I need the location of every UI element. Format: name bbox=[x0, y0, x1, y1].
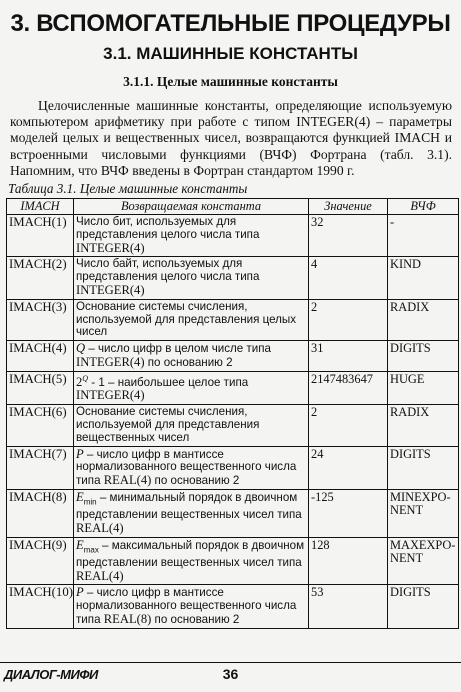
cell-value: 2 bbox=[309, 299, 388, 340]
cell-value: 4 bbox=[309, 257, 388, 299]
cell-imach: IMACH(6) bbox=[7, 405, 74, 446]
cell-description bbox=[74, 490, 309, 538]
desc-text: – максимальный порядок в двоичном представлении вещественных чисел типа bbox=[76, 538, 305, 569]
cell-description bbox=[74, 341, 309, 372]
desc-type: INTEGER(4) bbox=[76, 240, 145, 255]
desc-type: INTEGER(4) bbox=[76, 354, 145, 369]
table-row bbox=[7, 257, 459, 299]
desc-subscript: min bbox=[83, 497, 97, 507]
desc-tail: по основанию 2 bbox=[144, 355, 233, 369]
desc-prefix: 2 bbox=[76, 374, 83, 389]
table-row bbox=[7, 585, 459, 628]
cell-imach: IMACH(2) bbox=[7, 257, 74, 299]
cell-value: -125 bbox=[309, 490, 388, 538]
cell-description bbox=[74, 257, 309, 299]
cell-value: 32 bbox=[309, 215, 388, 257]
chapter-title: 3. ВСПОМОГАТЕЛЬНЫЕ ПРОЦЕДУРЫ bbox=[10, 10, 451, 37]
desc-text: Основание системы счисления, используемой для представления вещественных чисел bbox=[76, 405, 260, 444]
header-imach: IMACH bbox=[7, 199, 74, 215]
cell-value: 2147483647 bbox=[309, 371, 388, 404]
desc-superscript: Q bbox=[82, 373, 89, 383]
cell-imach: IMACH(1) bbox=[7, 215, 74, 257]
table-row bbox=[7, 341, 459, 372]
cell-intrinsic-function: RADIX bbox=[388, 405, 459, 446]
cell-description bbox=[74, 585, 309, 628]
machine-constants-table bbox=[6, 198, 459, 629]
header-intrinsic-function: ВЧФ bbox=[388, 199, 459, 215]
desc-symbol: E bbox=[76, 537, 84, 552]
header-returned-constant: Возвращаемая константа bbox=[74, 199, 309, 215]
cell-imach: IMACH(5) bbox=[7, 371, 74, 404]
table-row bbox=[7, 490, 459, 538]
desc-text: Основание системы счисления, используемой для представления целых чисел bbox=[76, 299, 297, 339]
desc-text: Число байт, используемых для представления целого числа типа bbox=[76, 257, 260, 284]
desc-text: – число цифр в мантиссе нормализованного вещественного числа типа bbox=[76, 586, 297, 627]
section-title: 3.1. МАШИННЫЕ КОНСТАНТЫ bbox=[103, 44, 358, 63]
cell-description bbox=[74, 371, 309, 404]
desc-text: - 1 – наибольшее целое типа bbox=[88, 375, 249, 389]
cell-value: 53 bbox=[309, 585, 388, 628]
page-number: 36 bbox=[222, 666, 239, 682]
desc-symbol: Q bbox=[76, 341, 86, 356]
table-caption: Таблица 3.1. Целые машинные константы bbox=[8, 181, 248, 197]
desc-subscript: max bbox=[83, 545, 99, 555]
table-row bbox=[7, 446, 459, 489]
desc-type: REAL(4) bbox=[76, 520, 124, 535]
cell-intrinsic-function: HUGE bbox=[388, 371, 459, 404]
subsection-title: 3.1.1. Целые машинные константы bbox=[123, 74, 338, 89]
cell-value: 24 bbox=[309, 446, 388, 489]
cell-imach: IMACH(3) bbox=[7, 299, 74, 340]
table-row bbox=[7, 299, 459, 340]
cell-value: 2 bbox=[309, 405, 388, 446]
cell-intrinsic-function: DIGITS bbox=[388, 585, 459, 628]
cell-description bbox=[74, 215, 309, 257]
publisher-logo: ДИАЛОГ-МИФИ bbox=[4, 667, 98, 682]
desc-tail: по основанию 2 bbox=[151, 474, 240, 488]
desc-type: REAL(4) bbox=[76, 568, 124, 583]
desc-text: Число бит, используемых для представления целого числа типа bbox=[76, 215, 260, 241]
cell-imach: IMACH(9) bbox=[7, 537, 74, 585]
header-value: Значение bbox=[309, 199, 388, 215]
cell-imach: IMACH(7) bbox=[7, 446, 74, 489]
desc-text: – число цифр в мантиссе нормализованного вещественного числа типа bbox=[76, 447, 297, 488]
table-row bbox=[7, 405, 459, 446]
cell-imach: IMACH(10) bbox=[7, 585, 74, 628]
cell-imach: IMACH(4) bbox=[7, 341, 74, 372]
desc-type: INTEGER(4) bbox=[76, 283, 145, 297]
desc-type: REAL(8) bbox=[103, 612, 152, 627]
desc-type: REAL(4) bbox=[103, 473, 152, 488]
table-row bbox=[7, 537, 459, 585]
cell-value: 31 bbox=[309, 341, 388, 372]
table-body bbox=[7, 215, 459, 629]
cell-intrinsic-function: DIGITS bbox=[388, 341, 459, 372]
desc-type: INTEGER(4) bbox=[76, 388, 145, 403]
cell-intrinsic-function: KIND bbox=[388, 257, 459, 299]
desc-text: – минимальный порядок в двоичном представлении вещественных чисел типа bbox=[76, 491, 302, 522]
cell-intrinsic-function: MINEXPO-NENT bbox=[388, 490, 459, 538]
cell-intrinsic-function: RADIX bbox=[388, 299, 459, 340]
cell-description bbox=[74, 299, 309, 340]
desc-symbol: E bbox=[76, 490, 84, 505]
desc-tail: по основанию 2 bbox=[151, 613, 240, 627]
cell-intrinsic-function: - bbox=[388, 215, 459, 257]
cell-description bbox=[74, 405, 309, 446]
desc-symbol: P bbox=[76, 585, 84, 600]
cell-intrinsic-function: DIGITS bbox=[388, 446, 459, 489]
body-paragraph: Целочисленные машинные константы, определяющие используемую компьютером арифметику при работе с типом INTEGER(4) – параметры моделей целых и вещественных чисел, возвращаются функцией IMACH и встроенными числовыми функциями (ВЧФ) Фортрана (табл. 3.1). Напомним, что ВЧФ введены в Фортран стандартом 1990 г. bbox=[10, 98, 452, 178]
page-footer bbox=[0, 662, 461, 684]
table-row bbox=[7, 215, 459, 257]
cell-description bbox=[74, 446, 309, 489]
table-header-row bbox=[7, 199, 459, 215]
cell-imach: IMACH(8) bbox=[7, 490, 74, 538]
cell-intrinsic-function: MAXEXPO-NENT bbox=[388, 537, 459, 585]
table-row bbox=[7, 371, 459, 404]
cell-value: 128 bbox=[309, 537, 388, 585]
cell-description bbox=[74, 537, 309, 585]
desc-text: – число цифр в целом числе типа bbox=[85, 342, 271, 356]
desc-symbol: P bbox=[76, 446, 84, 461]
